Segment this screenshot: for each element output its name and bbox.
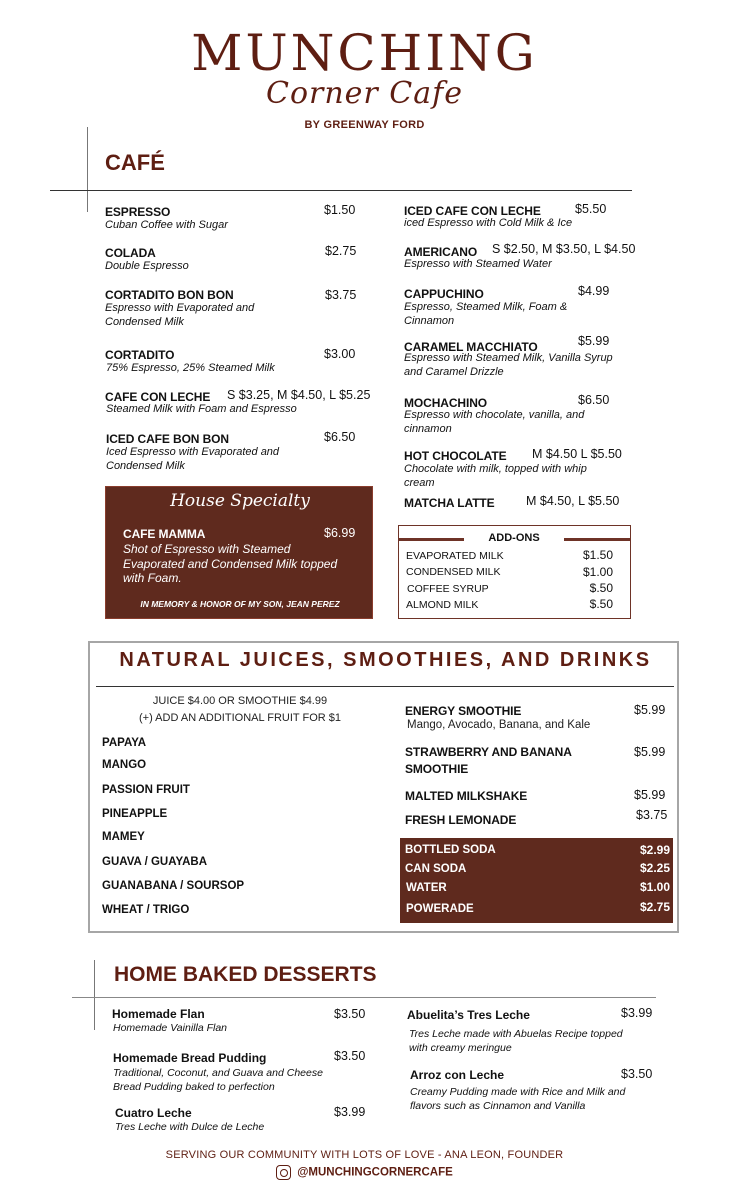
menu-item-desc: Espresso with Steamed Milk, Vanilla Syrup and Caramel Drizzle — [404, 352, 613, 378]
drink-price: $2.99 — [639, 843, 670, 857]
drink-price: $2.25 — [639, 861, 670, 875]
dessert-price: $3.99 — [621, 1006, 653, 1020]
house-specialty-box — [105, 486, 373, 619]
dessert-price: $3.50 — [621, 1067, 653, 1081]
menu-item-name: CORTADITO — [105, 348, 175, 362]
menu-item-price: $1.50 — [324, 203, 356, 217]
drink-name: CAN SODA — [405, 863, 467, 875]
menu-item-desc: Chocolate with milk, topped with whip cream — [404, 463, 587, 489]
menu-item-price: M $4.50, L $5.50 — [526, 494, 620, 508]
dessert-desc: Creamy Pudding made with Rice and Milk and flavors such as Cinnamon and Vanilla — [410, 1086, 626, 1112]
addons-title: ADD-ONS — [488, 532, 540, 544]
menu-item-name: CAPPUCHINO — [404, 287, 484, 301]
dessert-desc: Tres Leche with Dulce de Leche — [115, 1121, 265, 1133]
house-specialty-note: IN MEMORY & HONOR OF MY SON, JEAN PEREZ — [140, 599, 340, 609]
house-specialty-title: House Specialty — [170, 491, 310, 511]
juices-section-title: NATURAL JUICES, SMOOTHIES, AND DRINKS — [119, 649, 652, 671]
menu-item-name: MOCHACHINO — [404, 396, 487, 410]
menu-item-desc: Espresso with Evaporated and Condensed Milk — [105, 302, 255, 328]
menu-item-name: AMERICANO — [404, 245, 478, 259]
menu-item-name: MATCHA LATTE — [404, 496, 495, 510]
house-specialty-price: $6.99 — [324, 526, 356, 540]
brand-subtitle: Corner Cafe — [265, 76, 463, 111]
footer-tagline: SERVING OUR COMMUNITY WITH LOTS OF LOVE - ANA LEON, FOUNDER — [165, 1149, 564, 1161]
dessert-name: Abuelita’s Tres Leche — [407, 1008, 530, 1022]
instagram-icon — [276, 1165, 291, 1180]
dessert-name: Cuatro Leche — [115, 1106, 192, 1120]
menu-item-price: $5.50 — [575, 202, 607, 216]
menu-item-price: $2.75 — [325, 244, 357, 258]
brand-title: MUNCHING — [191, 24, 538, 82]
drink-name: BOTTLED SODA — [405, 844, 496, 856]
addon-name: CONDENSED MILK — [406, 566, 501, 578]
menu-item-name: ICED CAFE BON BON — [106, 432, 229, 446]
menu-item-price: $5.99 — [578, 334, 610, 348]
smoothie-name: MALTED MILKSHAKE — [405, 789, 528, 803]
dessert-desc: Traditional, Coconut, and Guava and Cheese Bread Pudding baked to perfection — [113, 1067, 323, 1093]
menu-item-desc: Espresso, Steamed Milk, Foam & Cinnamon — [404, 301, 568, 327]
dessert-name: Homemade Flan — [112, 1007, 205, 1021]
menu-item-price: $3.75 — [325, 288, 357, 302]
addon-name: EVAPORATED MILK — [406, 550, 504, 562]
house-specialty-desc: Shot of Espresso with Steamed Evaporated and Condensed Milk topped with Foam. — [123, 542, 338, 585]
fruit-item: GUANABANA / SOURSOP — [102, 880, 245, 892]
cafe-divider-horizontal — [50, 190, 632, 191]
desserts-section-title: HOME BAKED DESSERTS — [114, 963, 377, 986]
dessert-name: Arroz con Leche — [410, 1068, 505, 1082]
juice-addon-info: (+) ADD AN ADDITIONAL FRUIT FOR $1 — [138, 712, 341, 724]
menu-item-desc: 75% Espresso, 25% Steamed Milk — [106, 362, 275, 374]
menu-item-name: ESPRESSO — [105, 205, 171, 219]
menu-item-name: ICED CAFE CON LECHE — [404, 204, 541, 218]
smoothie-price: $5.99 — [634, 745, 666, 759]
fruit-item: PASSION FRUIT — [102, 784, 190, 796]
smoothie-price: $5.99 — [634, 788, 666, 802]
menu-item-desc: Double Espresso — [105, 260, 189, 272]
addon-price: $.50 — [589, 581, 613, 595]
fruit-item: WHEAT / TRIGO — [102, 904, 190, 916]
menu-item-desc: Steamed Milk with Foam and Espresso — [106, 403, 297, 415]
addons-box — [398, 525, 631, 619]
smoothie-price: $3.75 — [636, 808, 668, 822]
menu-item-name: CORTADITO BON BON — [105, 288, 234, 302]
dessert-price: $3.50 — [334, 1007, 366, 1021]
drinks-box — [400, 838, 673, 923]
fruit-item: PINEAPPLE — [102, 808, 168, 820]
juices-divider — [96, 686, 674, 687]
menu-item-price: M $4.50 L $5.50 — [532, 447, 622, 461]
addon-price: $1.00 — [582, 565, 613, 579]
menu-item-desc: Cuban Coffee with Sugar — [105, 219, 228, 231]
menu-item-price: $6.50 — [324, 430, 356, 444]
menu-item-desc: Iced Espresso with Evaporated and Condensed Milk — [106, 446, 280, 472]
addon-name: COFFEE SYRUP — [407, 583, 489, 595]
smoothie-name: FRESH LEMONADE — [405, 813, 517, 827]
dessert-desc: Tres Leche made with Abuelas Recipe topped with creamy meringue — [409, 1028, 623, 1054]
dessert-price: $3.99 — [334, 1105, 366, 1119]
smoothie-name: STRAWBERRY AND BANANA SMOOTHIE — [405, 745, 572, 776]
drink-name: WATER — [406, 882, 447, 894]
drink-price: $2.75 — [639, 900, 670, 914]
menu-item-price: S $3.25, M $4.50, L $5.25 — [227, 388, 371, 402]
addon-name: ALMOND MILK — [406, 599, 479, 611]
fruit-item: MANGO — [102, 759, 147, 771]
menu-item-price: $3.00 — [324, 347, 356, 361]
dessert-price: $3.50 — [334, 1049, 366, 1063]
menu-item-desc: iced Espresso with Cold Milk & Ice — [404, 217, 573, 229]
desserts-divider-horizontal — [72, 997, 656, 998]
fruit-item: MAMEY — [102, 831, 145, 843]
juice-pricing-info: JUICE $4.00 OR SMOOTHIE $4.99 — [152, 695, 328, 707]
fruit-item: GUAVA / GUAYABA — [102, 856, 208, 868]
menu-item-price: $6.50 — [578, 393, 610, 407]
menu-item-desc: Espresso with Steamed Water — [404, 258, 552, 270]
dessert-name: Homemade Bread Pudding — [113, 1051, 267, 1065]
smoothie-name: ENERGY SMOOTHIE — [405, 704, 522, 718]
menu-item-name: COLADA — [105, 246, 156, 260]
cafe-section-title: CAFÉ — [105, 150, 165, 175]
instagram-handle[interactable]: @MUNCHINGCORNERCAFE — [297, 1166, 453, 1179]
brand-byline: BY GREENWAY FORD — [304, 119, 425, 131]
dessert-desc: Homemade Vainilla Flan — [113, 1022, 227, 1034]
addon-price: $1.50 — [582, 548, 613, 562]
addon-price: $.50 — [589, 597, 613, 611]
smoothie-price: $5.99 — [634, 703, 666, 717]
fruit-item: PAPAYA — [102, 737, 147, 749]
menu-item-name: CAFE CON LECHE — [105, 390, 211, 404]
drink-price: $1.00 — [639, 880, 670, 894]
menu-item-name: HOT CHOCOLATE — [404, 449, 507, 463]
smoothie-desc: Mango, Avocado, Banana, and Kale — [407, 719, 591, 731]
house-specialty-name: CAFE MAMMA — [123, 527, 206, 541]
menu-item-name: CARAMEL MACCHIATO — [404, 340, 538, 354]
cafe-divider-vertical — [87, 127, 88, 212]
menu-item-price: $4.99 — [578, 284, 610, 298]
menu-item-desc: Espresso with chocolate, vanilla, and cinnamon — [404, 409, 585, 435]
footer-social[interactable] — [0, 1165, 729, 1180]
desserts-divider-vertical — [94, 960, 95, 1030]
drink-name: POWERADE — [406, 903, 474, 915]
menu-item-price: S $2.50, M $3.50, L $4.50 — [492, 242, 636, 256]
